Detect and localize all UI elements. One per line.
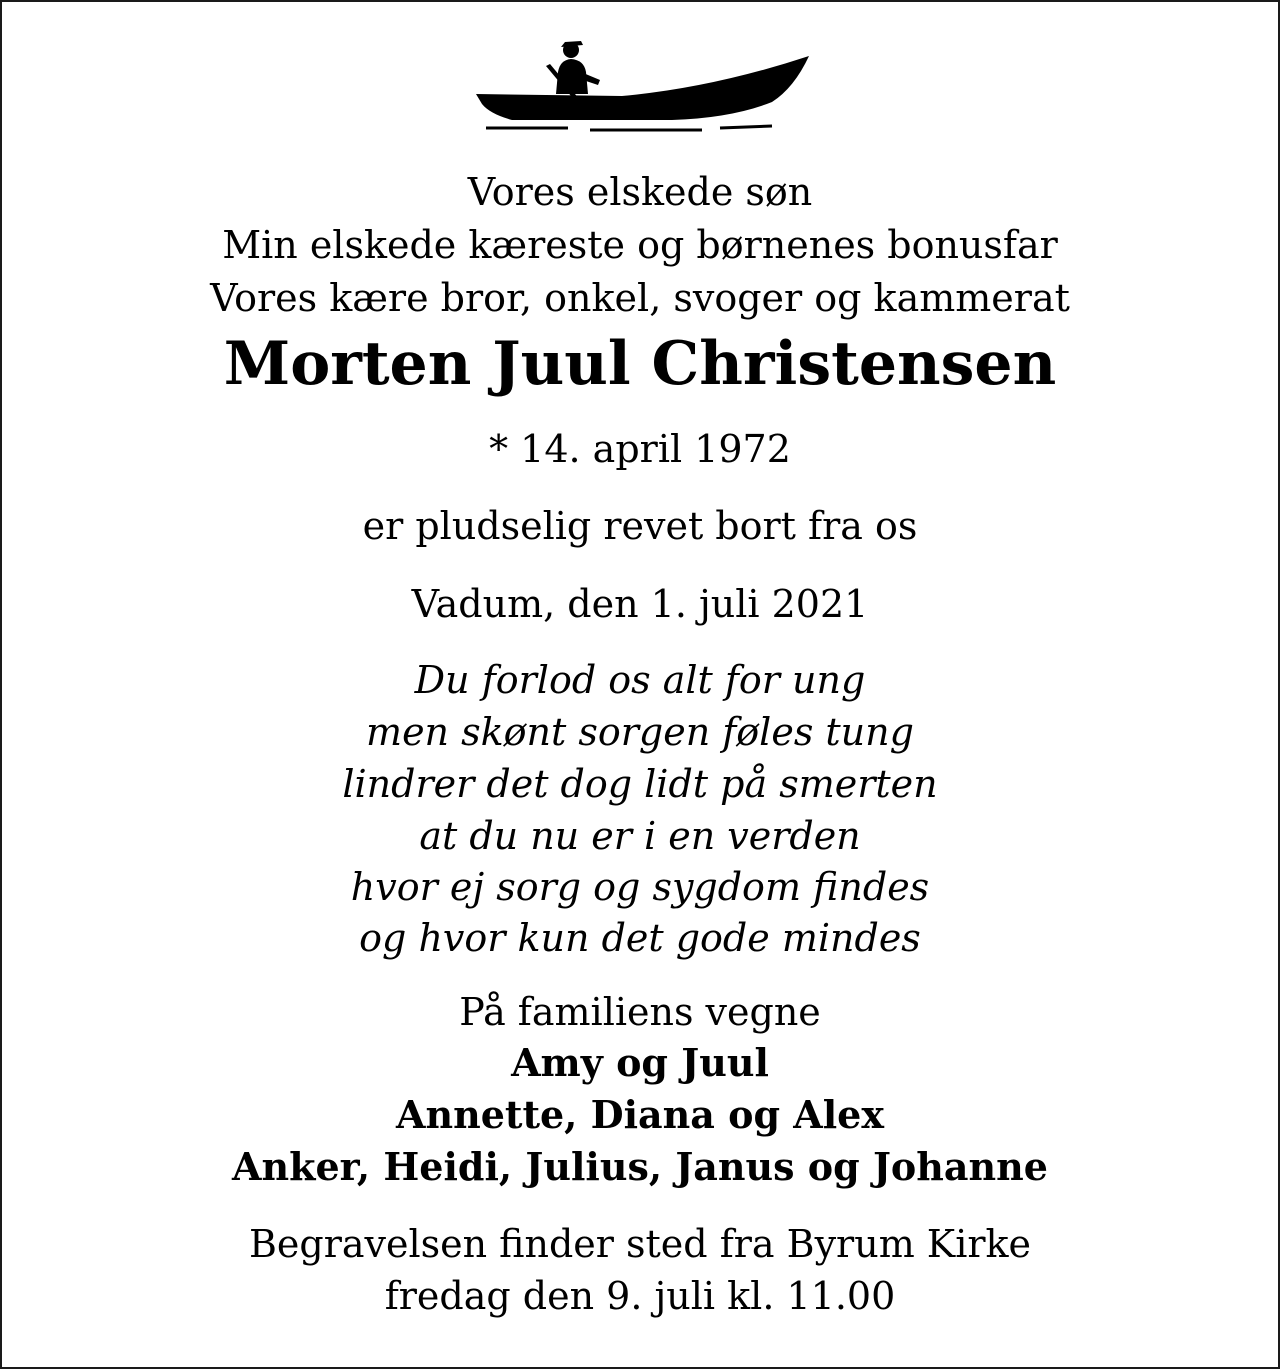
intro-line-partner: Min elskede kæreste og børnenes bonusfar	[222, 223, 1058, 267]
signoff: På familiens vegne	[459, 990, 821, 1034]
family-names: Anker, Heidi, Julius, Janus og Johanne	[232, 1144, 1048, 1189]
passing-text: er pludselig revet bort fra os	[362, 504, 918, 548]
intro-line-relations: Vores kære bror, onkel, svoger og kammerat	[210, 276, 1070, 320]
poem-line: at du nu er i en verden	[419, 814, 861, 858]
funeral-info: Begravelsen finder sted fra Byrum Kirke	[248, 1222, 1032, 1266]
poem-line: Du forlod os alt for ung	[414, 658, 866, 702]
poem-line: hvor ej sorg og sygdom findes	[350, 865, 930, 909]
funeral-info: fredag den 9. juli kl. 11.00	[384, 1274, 896, 1318]
poem-line: og hvor kun det gode mindes	[359, 916, 921, 960]
poem-line: men skønt sorgen føles tung	[366, 710, 914, 754]
birth-date: * 14. april 1972	[489, 427, 791, 471]
place-and-date: Vadum, den 1. juli 2021	[411, 582, 869, 626]
family-names: Annette, Diana og Alex	[395, 1092, 885, 1137]
family-names: Amy og Juul	[511, 1040, 769, 1085]
poem-line: lindrer det dog lidt på smerten	[342, 762, 938, 806]
intro-line-son: Vores elskede søn	[467, 170, 813, 214]
rowboat-fisherman-icon	[472, 36, 812, 136]
deceased-name: Morten Juul Christensen	[223, 329, 1057, 399]
